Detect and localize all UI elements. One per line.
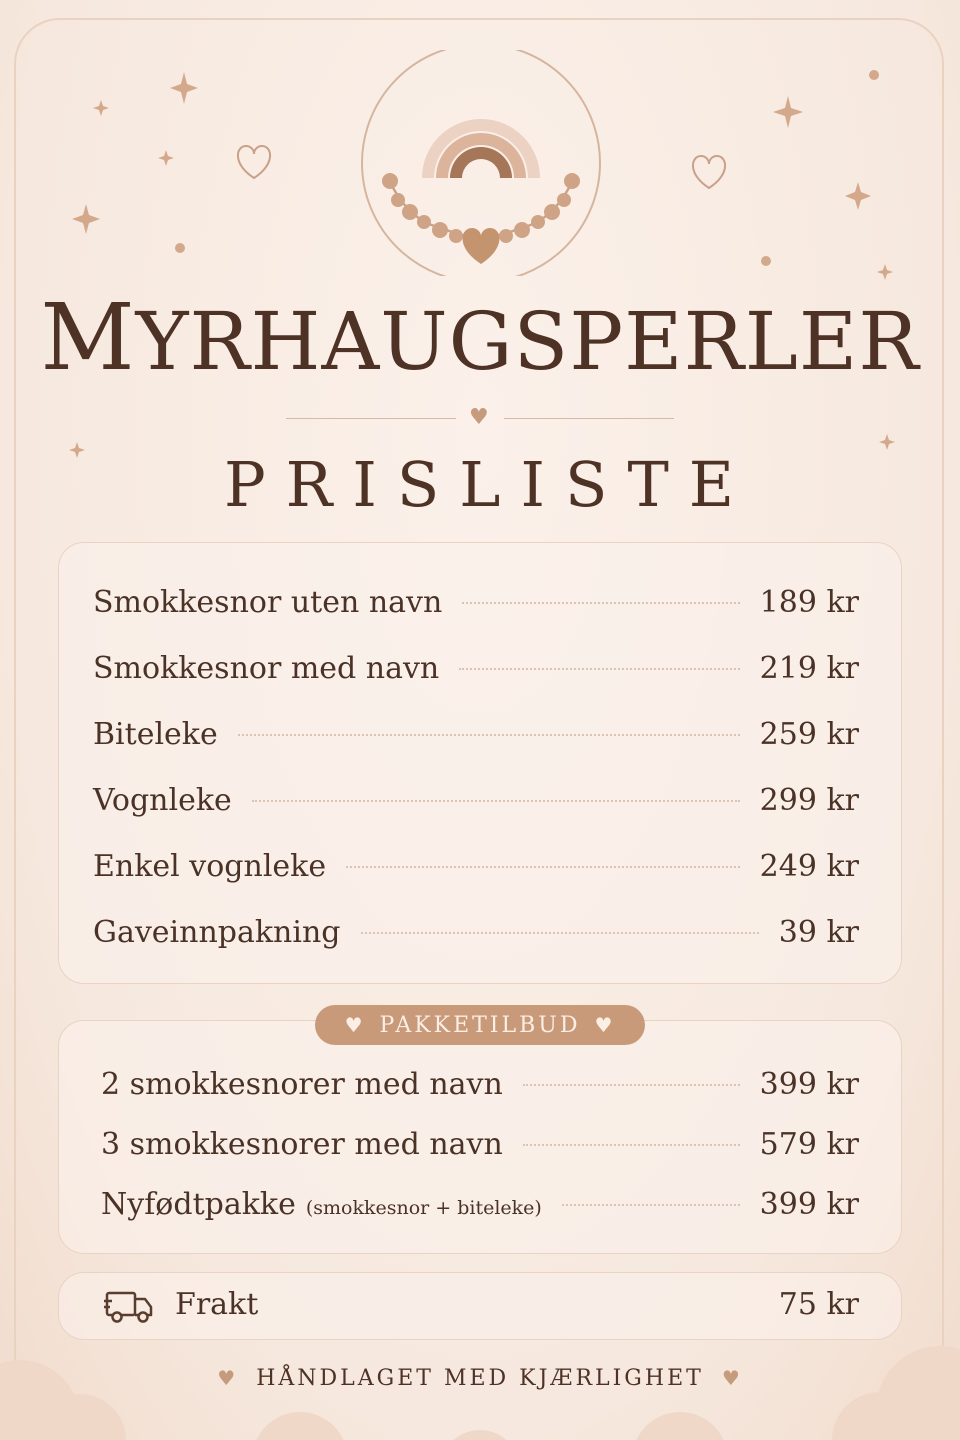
package-card [58, 1020, 902, 1254]
price-row [93, 585, 859, 620]
heart-icon [463, 228, 500, 264]
sparkle-icon [72, 204, 100, 234]
price-card [58, 542, 902, 984]
footer-tagline: ♥ HÅNDLAGET MED KJÆRLIGHET ♥ [217, 1366, 743, 1391]
price-row [93, 651, 859, 686]
item-price: 299 kr [759, 783, 859, 818]
item-price: 579 kr [759, 1127, 859, 1162]
divider-right [504, 418, 674, 419]
item-name: 3 smokkesnorer med navn [101, 1127, 503, 1162]
divider-left [286, 418, 456, 419]
leader-dots [361, 932, 759, 934]
heart-icon: ♥ [594, 1013, 616, 1037]
item-price: 219 kr [759, 651, 859, 686]
item-name: Vognleke [93, 783, 232, 818]
package-row [101, 1067, 859, 1102]
dot-icon [175, 243, 185, 253]
heart-icon: ♥ [721, 1366, 743, 1390]
item-name: Smokkesnor med navn [93, 651, 440, 686]
leader-dots [238, 734, 740, 736]
dot-icon [869, 70, 879, 80]
shipping-label: Frakt [175, 1287, 259, 1322]
leader-dots [523, 1084, 740, 1086]
item-note: (smokkesnor + biteleke) [305, 1197, 542, 1219]
item-price: 399 kr [759, 1187, 859, 1222]
leader-dots [462, 602, 739, 604]
item-price: 399 kr [759, 1067, 859, 1102]
sparkle-icon [93, 100, 109, 116]
sparkle-icon [879, 434, 895, 450]
price-row [93, 849, 859, 884]
leader-dots [562, 1204, 740, 1206]
item-name: 2 smokkesnorer med navn [101, 1067, 503, 1102]
package-row [101, 1187, 859, 1222]
leader-dots [523, 1144, 740, 1146]
shipping-price: 75 kr [778, 1287, 859, 1322]
heart-icon: ♥ [217, 1366, 239, 1390]
sparkle-icon [845, 182, 871, 210]
item-price: 249 kr [759, 849, 859, 884]
sparkle-icon [877, 264, 893, 280]
page-title: PRISLISTE [223, 448, 755, 521]
brand-title: MYRHAUGSPERLER [40, 284, 920, 391]
price-row [93, 783, 859, 818]
package-label: PAKKETILBUD [379, 1012, 581, 1038]
sparkle-icon [773, 96, 803, 128]
heart-outline-icon [693, 156, 725, 188]
heart-icon: ♥ [344, 1013, 366, 1037]
leader-dots [459, 668, 739, 670]
price-row [93, 717, 859, 752]
heart-icon: ♥ [469, 405, 489, 430]
item-name: Nyfødtpakke [101, 1187, 296, 1222]
item-name: Biteleke [93, 717, 218, 752]
leader-dots [252, 800, 740, 802]
package-badge [315, 1005, 645, 1045]
sparkle-icon [158, 150, 174, 166]
dot-icon [761, 256, 771, 266]
item-price: 39 kr [778, 915, 859, 950]
item-name: Gaveinnpakning [93, 915, 341, 950]
item-name: Smokkesnor uten navn [93, 585, 443, 620]
price-row [93, 915, 859, 950]
leader-dots [346, 866, 740, 868]
logo-rainbow-beads [360, 50, 602, 276]
heart-outline-icon [238, 146, 270, 178]
package-row [101, 1127, 859, 1162]
item-price: 259 kr [759, 717, 859, 752]
sparkle-icon [170, 72, 198, 104]
item-price: 189 kr [759, 585, 859, 620]
item-name: Enkel vognleke [93, 849, 327, 884]
